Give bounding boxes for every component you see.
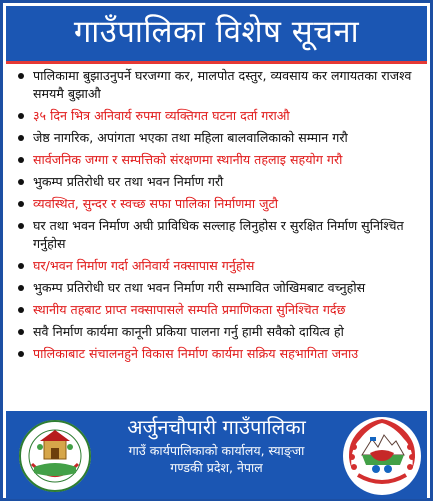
title-banner bbox=[6, 6, 427, 61]
footer-band bbox=[6, 411, 427, 499]
notice-text: ३५ दिन भित्र अनिवार्य रुपमा व्यक्तिगत घटना दर्ता गराऔ bbox=[33, 108, 290, 123]
notice-item bbox=[16, 345, 424, 363]
notice-item bbox=[16, 323, 424, 341]
bullet-icon bbox=[18, 73, 24, 79]
notice-text: सार्वजनिक जग्गा र सम्पत्तिको संरक्षणमा स्थानीय तहलाइ सहयोग गरौ bbox=[33, 152, 343, 167]
bullet-icon bbox=[18, 157, 24, 163]
province-name: गण्डकी प्रदेश, नेपाल bbox=[170, 460, 263, 475]
bullet-icon bbox=[18, 201, 24, 207]
bullet-icon bbox=[18, 113, 24, 119]
office-name: गाउँ कार्यपालिकाको कार्यालय, स्याङ्जा bbox=[128, 443, 305, 458]
notice-item bbox=[16, 279, 424, 297]
notice-text: घर तथा भवन निर्माण अघी प्राविधिक सल्लाह लिनुहोस र सुरक्षित निर्माण सुनिश्चित गर्नुहोस bbox=[33, 218, 404, 251]
notice-text: सवै निर्माण कार्यमा कानूनी प्रकिया पालना गर्नु हामी सवैको दायित्व हो bbox=[33, 324, 344, 339]
notice-text: भुकम्प प्रतिरोधी घर तथा भवन निर्माण गरी सम्भावित जोखिमबाट वच्नुहोस bbox=[33, 280, 366, 295]
notice-text: भुकम्प प्रतिरोधी घर तथा भवन निर्माण गरौ bbox=[33, 174, 224, 189]
bullet-icon bbox=[18, 223, 24, 229]
nepal-emblem-icon bbox=[340, 415, 424, 497]
notice-text: जेष्ठ नागरिक, अपांगता भएका तथा महिला बालवालिकाको सम्मान गरौ bbox=[33, 130, 348, 145]
notice-item bbox=[16, 195, 424, 213]
bullet-icon bbox=[18, 351, 24, 357]
notice-text: पालिकाबाट संचालनहुने विकास निर्माण कार्यमा सक्रिय सहभागिता जनाउ bbox=[33, 346, 359, 361]
notice-item bbox=[16, 301, 424, 319]
notice-text: स्थानीय तहबाट प्राप्त नक्सापासले सम्पति प्रमाणिकता सुनिश्चित गर्दछ bbox=[33, 302, 346, 317]
bullet-icon bbox=[18, 179, 24, 185]
bullet-icon bbox=[18, 263, 24, 269]
notice-item bbox=[16, 107, 424, 125]
bullet-icon bbox=[18, 307, 24, 313]
notice-item bbox=[16, 129, 424, 147]
notice-item bbox=[16, 257, 424, 275]
notice-item bbox=[16, 217, 424, 253]
notice-item bbox=[16, 173, 424, 191]
bullet-icon bbox=[18, 285, 24, 291]
municipality-name: अर्जुनचौपारी गाउँपालिका bbox=[127, 415, 306, 439]
notice-text: व्यवस्थित, सुन्दर र स्वच्छ सफा पालिका निर्माणमा जुटौ bbox=[33, 196, 279, 211]
bullet-icon bbox=[18, 135, 24, 141]
bullet-icon bbox=[18, 329, 24, 335]
municipality-logo-icon bbox=[18, 417, 92, 495]
title-divider bbox=[6, 61, 427, 64]
notice-text: घर/भवन निर्माण गर्दा अनिवार्य नक्सापास गर्नुहोस bbox=[33, 258, 255, 273]
notice-item bbox=[16, 151, 424, 169]
notice-text: पालिकामा बुझाउनुपर्ने घरजग्गा कर, मालपोत दस्तुर, व्यवसाय कर लगायतका राजश्व समयमै बुझाऔ bbox=[33, 68, 412, 101]
page-title: गाउँपालिका विशेष सूचना bbox=[73, 14, 360, 50]
notice-list bbox=[16, 67, 424, 367]
notice-item bbox=[16, 67, 424, 103]
